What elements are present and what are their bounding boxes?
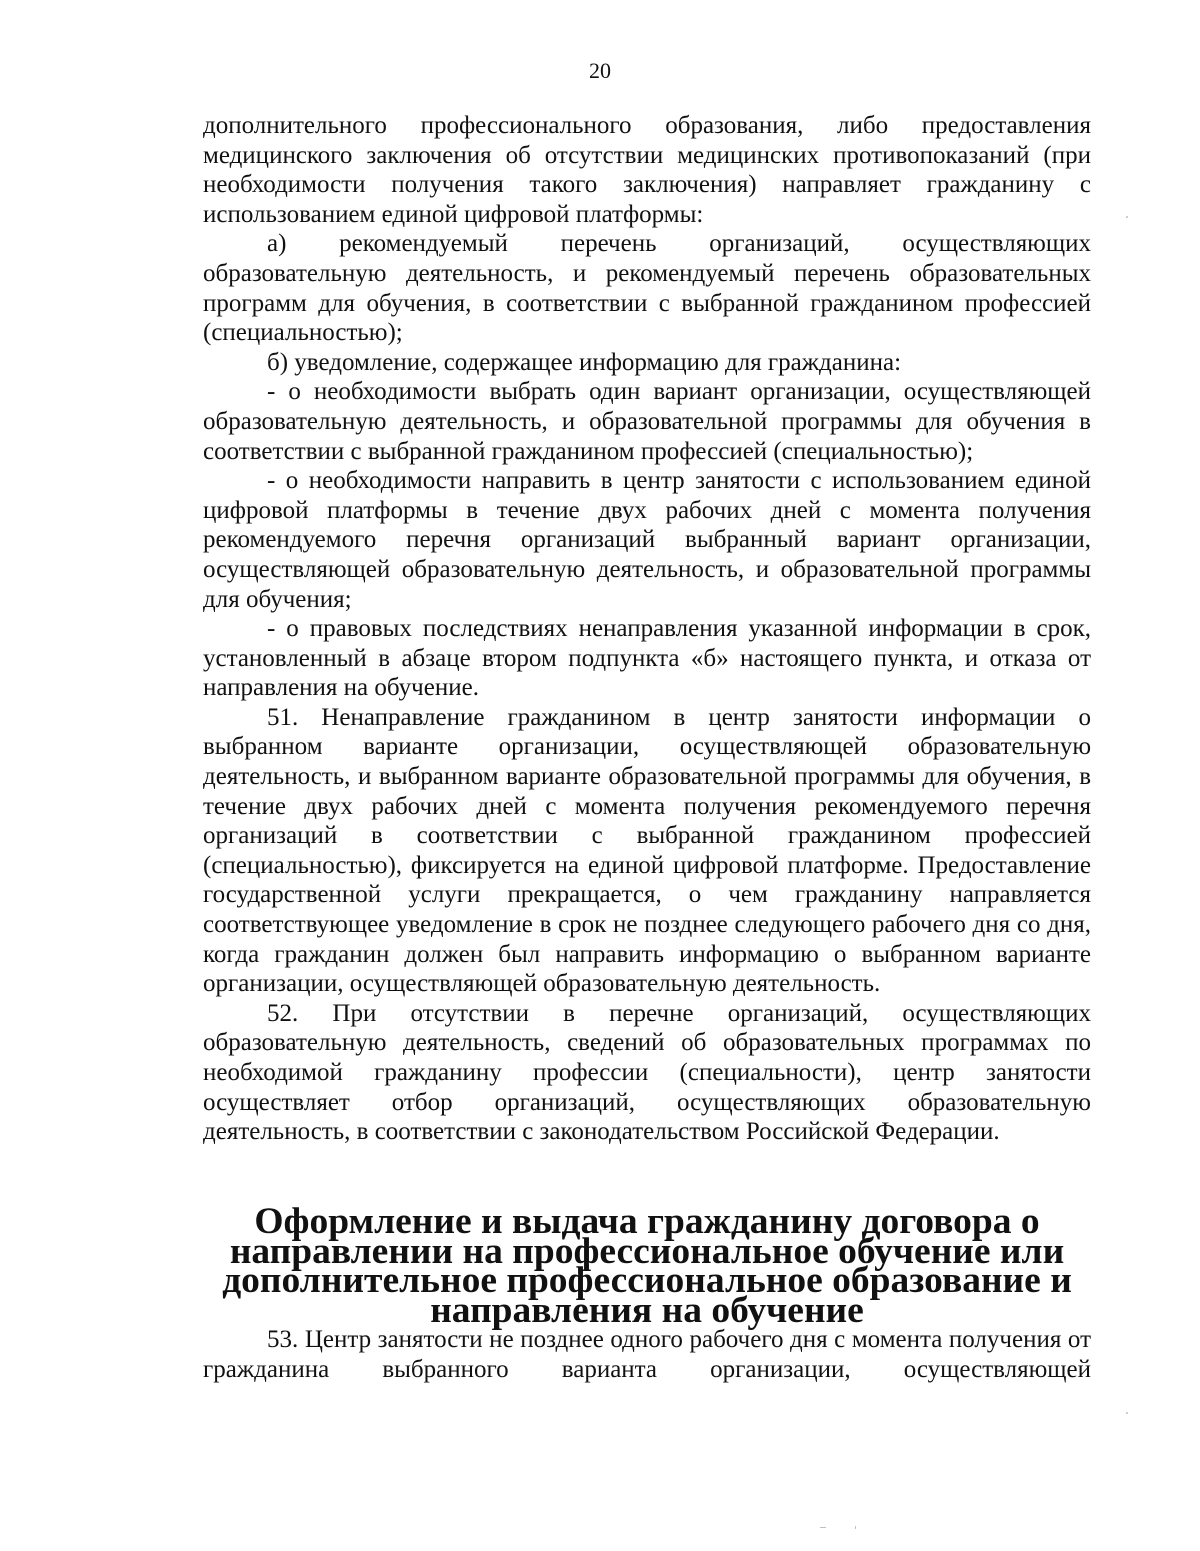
paragraph-bullet-choose: - о необходимости выбрать один вариант организации, осуществляющей образовательную деятельность, и образовательной программы для обучения в соответствии с выбранной гражданином профессией (специальностью); [203,378,1091,465]
section-body [203,1325,1091,1384]
paragraph-52: 52. При отсутствии в перечне организаций, осуществляющих образовательную деятельность, сведений об образовательных программах по необходимой гражданину профессии (специальности), центр занятости осуществляет отбор организаций, осуществляющих образовательную деятельность, в соответствии с законодательством Российской Федерации. [203,999,1091,1146]
scan-speck [1126,216,1128,218]
paragraph-bullet-consequences: - о правовых последствиях ненаправления указанной информации в срок, установленный в абзаце втором подпункта «б» настоящего пункта, и отказа от направления на обучение. [203,615,1091,702]
page-number: 20 [589,58,611,83]
paragraph-51: 51. Ненаправление гражданином в центр занятости информации о выбранном варианте организации, осуществляющей образовательную деятельность, и выбранном варианте образовательной программы для обучения, в течение двух рабочих дней с момента получения рекомендуемого перечня организаций в соответствии с выбранной гражданином профессией (специальностью), фиксируется на единой цифровой платформе. Предоставление государственной услуги прекращается, о чем гражданину направляется соответствующее уведомление в срок не позднее следующего рабочего дня со дня, когда гражданин должен был направить информацию о выбранном варианте организации, осуществляющей образовательную деятельность. [203,703,1091,998]
document-body [203,111,1091,1147]
scan-speck [820,1527,826,1528]
scan-speck [1126,1412,1128,1414]
paragraph-item-b: б) уведомление, содержащее информацию для гражданина: [267,348,902,376]
paragraph-53: 53. Центр занятости не позднее одного рабочего дня с момента получения от гражданина выбранного варианта организации, осуществляющей [203,1326,1091,1383]
scan-speck [855,1526,856,1529]
paragraph-continuation: дополнительного профессионального образования, либо предоставления медицинского заключения об отсутствии медицинских противопоказаний (при необходимости получения такого заключения) направляет гражданину с использованием единой цифровой платформы: [203,112,1091,228]
section-heading: Оформление и выдача гражданину договора о направлении на профессиональное обучение или дополнительное профессиональное образование и направления на обучение [222,1201,1072,1331]
paragraph-bullet-send: - о необходимости направить в центр занятости с использованием единой цифровой платформы в течение двух рабочих дней с момента получения рекомендуемого перечня организаций выбранный вариант организации, осуществляющей образовательную деятельность, и образовательной программы для обучения; [203,467,1091,613]
paragraph-item-a: а) рекомендуемый перечень организаций, осуществляющих образовательную деятельность, и рекомендуемый перечень образовательных программ для обучения, в соответствии с выбранной гражданином профессией (специальностью); [203,230,1091,347]
